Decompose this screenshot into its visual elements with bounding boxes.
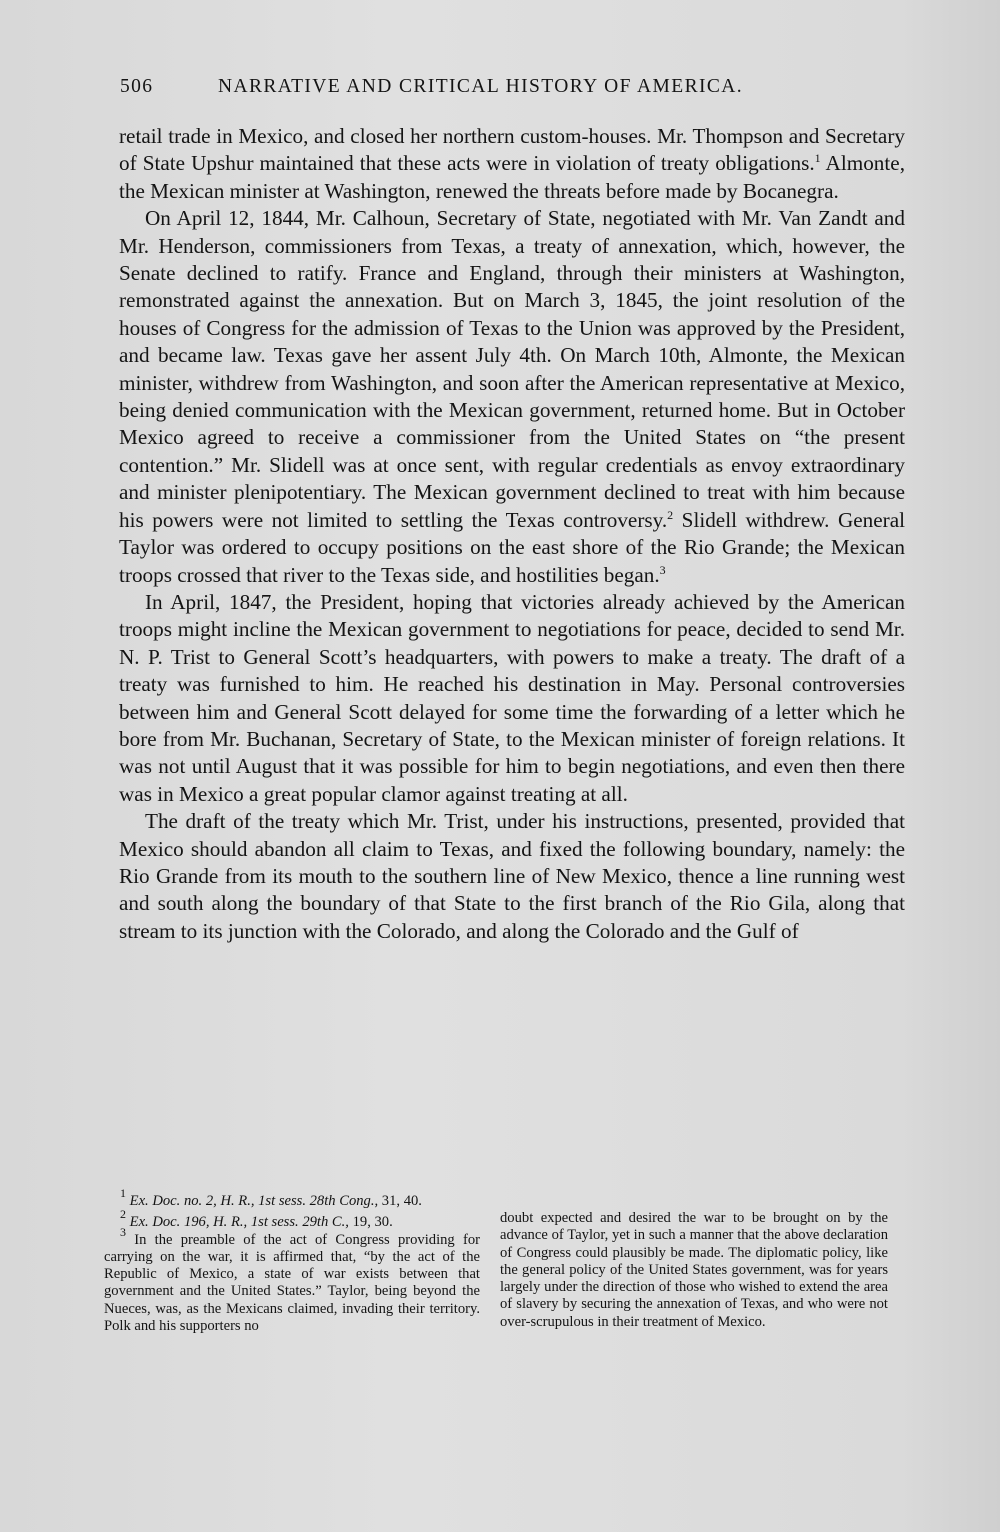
footnote-3 bbox=[104, 1224, 480, 1336]
footnotes-right-column bbox=[500, 1210, 888, 1331]
footnote-ref: 1 bbox=[814, 151, 821, 166]
footnote-text: In the preamble of the act of Congress providing for carrying on the war, it is affirmed that, “by the act of the Republic of Mexico, a state of war exists between that government and the United States.” Taylor, being beyond the Nueces, was, as the Mexicans claimed, invading their territory. Polk and his supporters no bbox=[104, 1231, 480, 1335]
footnote-citation: Ex. Doc. 196, H. R., 1st sess. 29th C., bbox=[129, 1214, 349, 1231]
paragraph-continued bbox=[119, 123, 905, 205]
paragraph-text: On April 12, 1844, Mr. Calhoun, Secretary of State, negotiated with Mr. Van Zandt and Mr. Henderson, commissioners from Texas, a treaty of annexation, which, however, the Senate declined to ratify. France and England, through their ministers at Washington, remonstrated against the annexation. But on March 3, 1845, the joint resolution of the houses of Congress for the admission of Texas to the Union was approved by the President, and became law. Texas gave her assent July 4th. On March 10th, Almonte, the Mexican minister, withdrew from Washington, and soon after the American representative at Mexico, being denied communication with the Mexican government, returned home. But in October Mexico agreed to receive a commissioner from the United States on “the present contention.” Mr. Slidell was at once sent, with regular credentials as envoy extraordinary and minister plenipotentiary. The Mexican government declined to treat with him because his powers were not limited to settling the Texas controversy. bbox=[119, 206, 905, 532]
footnote-1 bbox=[104, 1186, 480, 1210]
footnote-2 bbox=[104, 1207, 480, 1231]
footnote-3-continued: doubt expected and desired the war to be brought on by the advance of Taylor, yet in such a manner that the above declaration of Congress could plausibly be made. The diplomatic policy, like the general policy of the United States government, was for years largely under the direction of those who wished to extend the area of slavery by securing the annexation of Texas, and who were not over-scrupulous in their treatment of Mexico. bbox=[500, 1210, 888, 1330]
running-title: NARRATIVE AND CRITICAL HISTORY OF AMERICA. bbox=[218, 76, 744, 97]
footnote-text: 31, 40. bbox=[378, 1193, 422, 1209]
paragraph: In April, 1847, the President, hoping that victories already achieved by the American troops might incline the Mexican government to negotiations for peace, decided to send Mr. N. P. Trist to General Scott’s headquarters, with powers to make a treaty. The draft of a treaty was furnished to him. He reached his destination in May. Personal controversies between him and General Scott delayed for some time the forwarding of a letter which he bore from Mr. Buchanan, Secretary of State, to the Mexican minister of foreign relations. It was not until August that it was possible for him to begin negotiations, and even then there was in Mexico a great popular clamor against treating at all. bbox=[119, 589, 905, 806]
footnote-ref: 3 bbox=[659, 562, 666, 577]
footnote-text: 19, 30. bbox=[348, 1214, 393, 1231]
paragraph bbox=[119, 205, 905, 589]
footnotes-left-column bbox=[104, 1186, 480, 1335]
footnote-number: 3 bbox=[120, 1224, 126, 1239]
footnote-number: 2 bbox=[120, 1207, 126, 1222]
paragraph-text: Almonte, the Mexican minister at Washington, renewed the threats before made by Bocanegra. bbox=[119, 151, 905, 203]
footnote-number: 1 bbox=[120, 1186, 126, 1200]
footnote-citation: Ex. Doc. no. 2, H. R., 1st sess. 28th Cong., bbox=[129, 1193, 379, 1209]
page-header bbox=[120, 76, 810, 106]
footnote-ref: 2 bbox=[667, 507, 674, 522]
body-text bbox=[119, 123, 905, 945]
paragraph: The draft of the treaty which Mr. Trist, under his instructions, presented, provided that Mexico should abandon all claim to Texas, and fixed the following boundary, namely: the Rio Grande from its mouth to the southern line of New Mexico, thence a line running west and south along the boundary of that State to the first branch of the Rio Gila, along that stream to its junction with the Colorado, and along the Colorado and the Gulf of bbox=[119, 809, 905, 943]
paragraph-text: Slidell withdrew. General Taylor was ordered to occupy positions on the east shore of the Rio Grande; the Mexican troops crossed that river to the Texas side, and hostilities began. bbox=[119, 507, 905, 587]
page-number: 506 bbox=[120, 76, 154, 97]
paragraph-text: retail trade in Mexico, and closed her northern custom-houses. Mr. Thompson and Secretary of State Upshur maintained that these acts were in violation of treaty obligations. bbox=[119, 124, 905, 176]
